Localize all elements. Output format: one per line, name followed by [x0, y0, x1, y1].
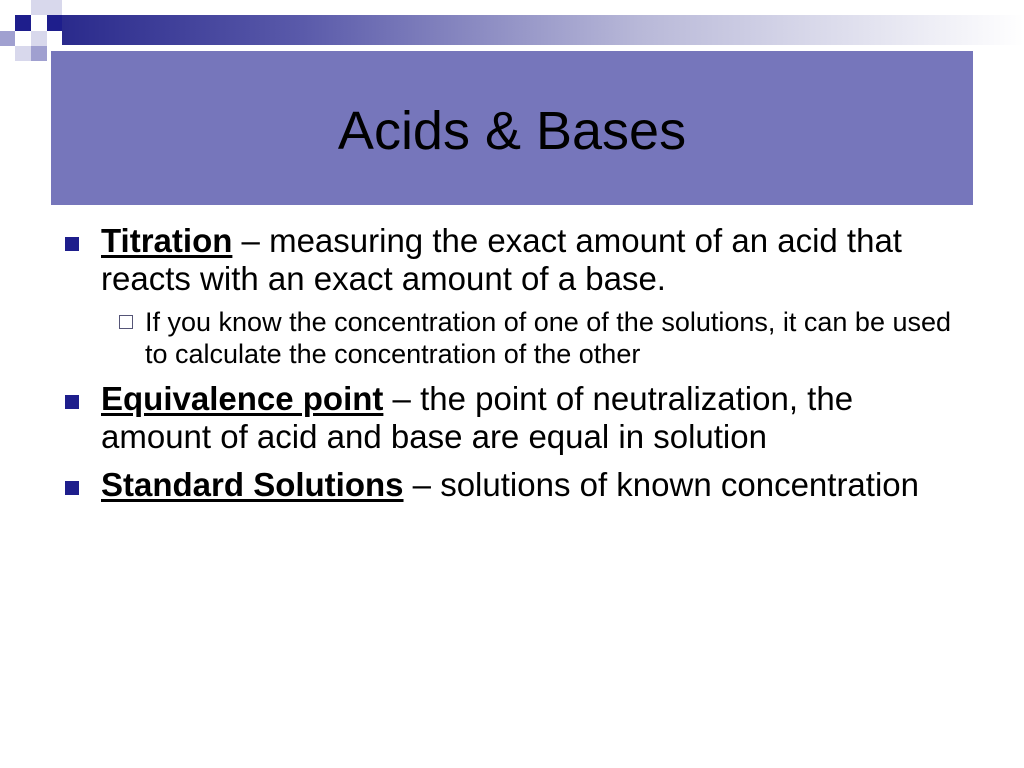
- deco-square: [31, 46, 47, 61]
- deco-square: [47, 0, 62, 15]
- bullet-item-titration: [62, 222, 962, 298]
- slide-title: Acids & Bases: [337, 101, 687, 161]
- term-equivalence-point: Equivalence point: [101, 380, 384, 417]
- title-band: [51, 51, 973, 205]
- deco-square: [47, 15, 62, 31]
- filled-square-bullet-icon: [65, 237, 79, 251]
- deco-square: [15, 46, 31, 61]
- term-standard-solutions: Standard Solutions: [101, 466, 404, 503]
- bullet-item-standard-solutions: [62, 466, 962, 504]
- deco-square: [31, 31, 47, 46]
- gradient-bar: [62, 15, 1024, 45]
- definition-standard-solutions: – solutions of known concentration: [403, 466, 919, 503]
- definition-titration: – measuring the exact amount of an acid that reacts with an exact amount of a base.: [101, 222, 902, 297]
- hollow-square-bullet-icon: [119, 315, 133, 329]
- filled-square-bullet-icon: [65, 481, 79, 495]
- sub-bullet-text: If you know the concentration of one of the solutions, it can be used to calculate the concentration of the other: [145, 307, 952, 369]
- bullet-list: [62, 222, 962, 504]
- deco-square: [15, 15, 31, 31]
- deco-square: [31, 0, 47, 15]
- definition-equivalence-point: – the point of neutralization, the amount of acid and base are equal in solution: [101, 380, 854, 455]
- sub-bullet-item: [119, 306, 962, 370]
- filled-square-bullet-icon: [65, 395, 79, 409]
- deco-square: [0, 31, 15, 46]
- bullet-item-equivalence-point: [62, 380, 962, 456]
- term-titration: Titration: [101, 222, 233, 259]
